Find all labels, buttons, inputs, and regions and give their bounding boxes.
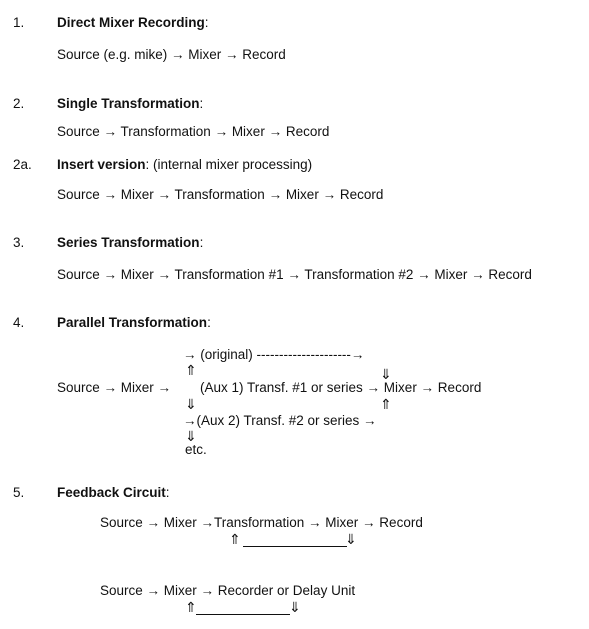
item-title-5 — [57, 485, 170, 500]
parallel-etc: etc. — [185, 442, 207, 457]
title-text: Series Transformation — [57, 235, 200, 250]
flow-line-1: Source (e.g. mike) → Mixer → Record — [57, 47, 286, 62]
down-arrow-icon: ⇓ — [185, 428, 197, 444]
item-title-2 — [57, 96, 203, 111]
title-text: Insert version — [57, 157, 146, 172]
flow-line-2: Source → Transformation → Mixer → Record — [57, 124, 330, 139]
up-arrow-icon: ⇑ — [185, 362, 197, 378]
up-arrow-icon: ⇑ — [229, 531, 241, 547]
feedback-flow-1: Source → Mixer →Transformation → Mixer → Record — [100, 515, 423, 530]
flow-line-3: Source → Mixer → Transformation #1 → Transformation #2 → Mixer → Record — [57, 267, 532, 282]
item-title-2a — [57, 157, 312, 172]
title-rest: : — [199, 96, 204, 111]
item-title-3 — [57, 235, 203, 250]
title-rest: : — [207, 315, 211, 330]
item-number-2a: 2a. — [13, 157, 32, 172]
feedback-line-2 — [196, 614, 290, 615]
title-rest: : — [165, 485, 170, 500]
item-number-4: 4. — [13, 315, 25, 330]
parallel-original-line: → (original) ---------------------→ — [183, 347, 365, 362]
title-text: Feedback Circuit — [57, 485, 166, 500]
parallel-source-mixer: Source → Mixer → — [57, 380, 172, 395]
feedback-flow-2: Source → Mixer → Recorder or Delay Unit — [100, 583, 356, 598]
item-number-1: 1. — [13, 15, 25, 30]
down-arrow-icon: ⇓ — [345, 531, 357, 547]
item-title-4 — [57, 315, 211, 330]
down-arrow-icon: ⇓ — [380, 366, 392, 382]
parallel-aux1-line: (Aux 1) Transf. #1 or series → Mixer → Record — [200, 380, 482, 395]
title-text: Parallel Transformation — [57, 315, 208, 330]
title-rest: : — [199, 235, 204, 250]
title-rest: : (internal mixer processing) — [145, 157, 313, 172]
flow-line-2a: Source → Mixer → Transformation → Mixer → Record — [57, 187, 384, 202]
item-number-2: 2. — [13, 96, 25, 111]
item-number-5: 5. — [13, 485, 25, 500]
title-rest: : — [204, 15, 209, 30]
title-text: Direct Mixer Recording — [57, 15, 205, 30]
down-arrow-icon: ⇓ — [289, 599, 301, 615]
up-arrow-icon: ⇑ — [185, 599, 197, 615]
up-arrow-icon: ⇑ — [380, 396, 392, 412]
item-title-1 — [57, 15, 209, 30]
feedback-line-1 — [243, 546, 347, 547]
parallel-aux2-line: →(Aux 2) Transf. #2 or series → — [183, 413, 377, 428]
title-text: Single Transformation — [57, 96, 200, 111]
down-arrow-icon: ⇓ — [185, 396, 197, 412]
item-number-3: 3. — [13, 235, 25, 250]
